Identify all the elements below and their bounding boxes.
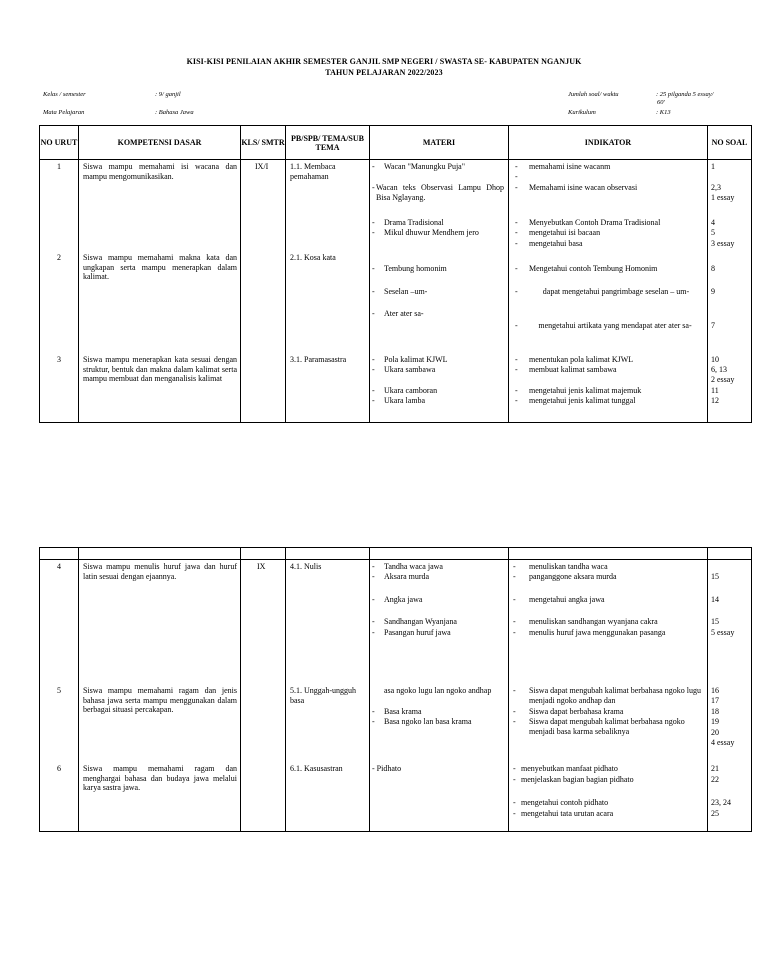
kurikulum-label: Kurikulum	[568, 109, 596, 116]
indikator: Siswa dapat mengubah kalimat berbahasa ngoko menjadi basa karma sebaliknya	[529, 717, 685, 736]
materi: Pasangan huruf jawa	[384, 628, 451, 637]
materi: Drama Tradisional	[384, 218, 444, 227]
indikator: mengetahui jenis kalimat majemuk	[529, 386, 642, 395]
header-no-soal: NO SOAL	[708, 126, 752, 160]
kompetensi-dasar: Siswa mampu menulis huruf jawa dan huruf latin sesuai dengan ejaannya.	[83, 562, 237, 581]
no-soal: 1	[711, 162, 715, 171]
jumlah-label: Jumlah soal/ waktu	[568, 91, 619, 98]
indikator: mengetahui isi bacaan	[529, 228, 601, 237]
table-row: 4 5 6 Siswa mampu menulis huruf jawa dan huruf latin sesuai dengan ejaannya. Siswa mampu memahami ragam dan jenis bahasa jawa serta mampu menggunakan dalam berbagai situasi percakapan. Siswa mampu memahami ragam dan menghargai bahasa dan budaya jawa melalui karya sastra jawa. IX 4.1. Nulis 5.1. Unggah-ungguh basa 6.1. Kasusastran - Tandha waca jawa - Aksara murda - Angka jawa - Sandhangan Wyanjana - Pasangan huruf jawa asa ngoko lugu lan ngoko andhap - Basa krama - Basa ngoko lan basa krama - Pidhato - menuliskan tandha waca - panganggone aksara murda - mengetahui angka jawa - menuliskan sandhangan wyanjana cakra - menulis huruf jawa menggunakan pasanga - Siswa dapat mengubah kalimat berbahasa ngoko lugu menjadi ngoko andhap dan - Siswa dapat berbahasa krama - Siswa dapat mengubah kalimat berbahasa ngoko menjadi basa karma sebaliknya - menyebutkan manfaat pidhato - menjelaskan bagian bagian pidhato - mengetahui contoh pidhato - mengetahui tata urutan acara 15 14 15 5 essay 16 17 18 19 20 4 essay 21 22 23, 24 25	[40, 560, 752, 832]
jumlah-value: : 25 pilganda 5 essay/	[656, 91, 714, 98]
materi: asa ngoko lugu lan ngoko andhap	[384, 686, 492, 695]
kurikulum-value: : K13	[656, 109, 671, 116]
mapel-value: : Bahasa Jawa	[155, 109, 194, 116]
header-kls-smtr: KLS/ SMTR	[241, 126, 286, 160]
no-soal: 2,3	[711, 183, 721, 192]
materi: Angka jawa	[384, 595, 423, 604]
no-soal: 4	[711, 218, 715, 227]
materi: Seselan –um-	[384, 287, 428, 296]
row-number: 6	[57, 764, 61, 773]
no-soal: 6, 13	[711, 365, 727, 374]
kls-smtr: IX	[257, 562, 266, 571]
materi: Basa krama	[384, 707, 422, 716]
no-soal: 3 essay	[711, 239, 735, 248]
no-soal: 8	[711, 264, 715, 273]
no-soal: 5	[711, 228, 715, 237]
no-soal: 15	[711, 572, 719, 581]
header-materi: MATERI	[370, 126, 509, 160]
kelas-value: : 9/ ganjil	[155, 91, 181, 98]
materi: Tandha waca jawa	[384, 562, 443, 571]
no-soal: 21	[711, 764, 719, 773]
indikator: mengetahui angka jawa	[529, 595, 605, 604]
pb-tema: 5.1. Unggah-ungguh basa	[290, 686, 356, 705]
indikator: Siswa dapat mengubah kalimat berbahasa ngoko lugu menjadi ngoko andhap dan	[529, 686, 701, 705]
header-no-urut: NO URUT	[40, 126, 79, 160]
kompetensi-dasar: Siswa mampu memahami ragam dan menghargai bahasa dan budaya jawa melalui karya sastra jawa.	[83, 764, 237, 792]
indikator: memahami isine wacanm	[529, 162, 611, 171]
row-number: 4	[57, 562, 61, 571]
materi: Basa ngoko lan basa krama	[384, 717, 472, 726]
header-kompetensi-dasar: KOMPETENSI DASAR	[79, 126, 241, 160]
no-soal: 15	[711, 617, 719, 626]
table-header-row	[40, 126, 752, 160]
no-soal: 20	[711, 728, 719, 737]
row-number: 5	[57, 686, 61, 695]
materi: Ukara sambawa	[384, 365, 436, 374]
indikator: Menyebutkan Contoh Drama Tradisional	[529, 218, 661, 227]
no-soal: 1 essay	[711, 193, 735, 202]
pb-tema: 2.1. Kosa kata	[290, 253, 336, 262]
indikator: menuliskan sandhangan wyanjana cakra	[529, 617, 658, 626]
no-soal: 14	[711, 595, 719, 604]
row-number: 2	[57, 253, 61, 262]
kisi-table-1	[39, 125, 752, 423]
no-soal: 16	[711, 686, 719, 695]
no-soal: 18	[711, 707, 719, 716]
indikator: mengetahui tata urutan acara	[521, 809, 614, 818]
no-soal: 10	[711, 355, 719, 364]
indikator: mengetahui jenis kalimat tunggal	[529, 396, 636, 405]
no-soal: 5 essay	[711, 628, 735, 637]
indikator: dapat mengetahui pangrimbage seselan – um-	[542, 287, 690, 296]
table-header-row	[40, 548, 752, 560]
kisi-table-2	[39, 547, 752, 832]
indikator: menulis huruf jawa menggunakan pasanga	[529, 628, 666, 637]
header-pb-tema: PB/SPB/ TEMA/SUB TEMA	[286, 126, 370, 160]
pb-tema: 4.1. Nulis	[290, 562, 322, 571]
kompetensi-dasar: Siswa mampu memahami isi wacana dan mampu mengomunikasikan.	[83, 162, 237, 181]
no-soal: 25	[711, 809, 719, 818]
document-subtitle: TAHUN PELAJARAN 2022/2023	[325, 68, 443, 77]
header-indikator: INDIKATOR	[509, 126, 708, 160]
materi: Ukara camboran	[384, 386, 438, 395]
materi: Sandhangan Wyanjana	[384, 617, 457, 626]
materi: Wacan "Manungku Puja"	[384, 162, 465, 171]
document-title: KISI-KISI PENILAIAN AKHIR SEMESTER GANJIL SMP NEGERI / SWASTA SE- KABUPATEN NGANJUK	[186, 57, 582, 66]
materi: Aksara murda	[384, 572, 430, 581]
indikator: Siswa dapat berbahasa krama	[529, 707, 624, 716]
materi: - Pidhato	[372, 764, 402, 773]
no-soal: 7	[711, 321, 715, 330]
pb-tema: 6.1. Kasusastran	[290, 764, 343, 773]
no-soal: 11	[711, 386, 719, 395]
materi: Mikul dhuwur Mendhem jero	[384, 228, 479, 237]
indikator: menjelaskan bagian bagian pidhato	[521, 775, 634, 784]
indikator: mengetahui basa	[529, 239, 583, 248]
row-number: 3	[57, 355, 61, 364]
indikator: Memahami isine wacan observasi	[529, 183, 638, 192]
no-soal: 19	[711, 717, 719, 726]
materi: Tembung homonim	[384, 264, 447, 273]
materi: Ukara lamba	[384, 396, 426, 405]
no-soal: 9	[711, 287, 715, 296]
indikator: menentukan pola kalimat KJWL	[529, 355, 634, 364]
table-row: 1 2 3 Siswa mampu memahami isi wacana dan mampu mengomunikasikan. Siswa mampu memahami makna kata dan ungkapan serta mampu menerapkan dalam kalimat. Siswa mampu menerapkan kata sesuai dengan struktur, bentuk dan makna dalam kalimat serta mampu membuat dan menganalisis kalimat IX/I 1.1. Membaca pemahaman 2.1. Kosa kata 3.1. Paramasastra - Wacan "Manungku Puja" - Wacan teks Observasi Lampu Dhop Bisa Nglayang. - Drama Tradisional - Mikul dhuwur Mendhem jero - Tembung homonim - Seselan –um- - Ater ater sa- - Pola kalimat KJWL - Ukara sambawa - Ukara camboran - Ukara lamba - memahami isine wacanm - - Memahami isine wacan observasi - Menyebutkan Contoh Drama Tradisional - mengetahui isi bacaan - mengetahui basa - Mengetahui contoh Tembung Homonim - dapat mengetahui pangrimbage seselan – um- - mengetahui artikata yang mendapat ater ater sa- - menentukan pola kalimat KJWL - membuat kalimat sambawa - mengetahui jenis kalimat majemuk - mengetahui jenis kalimat tunggal 1 2,3 1 essay 4 5 3 essay 8 9 7 10 6, 13 2 essay 11 12	[40, 160, 752, 423]
indikator: mengetahui contoh pidhato	[521, 798, 609, 807]
materi: Pola kalimat KJWL	[384, 355, 448, 364]
row-number: 1	[57, 162, 61, 171]
indikator: panganggone aksara murda	[529, 572, 617, 581]
waktu-value: 60'	[657, 99, 665, 106]
mapel-label: Mata Pelajaran	[43, 109, 85, 116]
indikator: menyebutkan manfaat pidhato	[521, 764, 618, 773]
pb-tema: 1.1. Membaca pemahaman	[290, 162, 336, 181]
no-soal: 12	[711, 396, 719, 405]
kls-smtr: IX/I	[255, 162, 269, 171]
no-soal: 17	[711, 696, 719, 705]
no-soal: 2 essay	[711, 375, 735, 384]
materi: Ater ater sa-	[384, 309, 424, 318]
kompetensi-dasar: Siswa mampu memahami ragam dan jenis bahasa jawa serta mampu menggunakan dalam berbagai situasi percakapan.	[83, 686, 237, 714]
indikator: Mengetahui contoh Tembung Homonim	[529, 264, 658, 273]
pb-tema: 3.1. Paramasastra	[290, 355, 347, 364]
kelas-label: Kelas / semester	[43, 91, 86, 98]
kompetensi-dasar: Siswa mampu menerapkan kata sesuai dengan struktur, bentuk dan makna dalam kalimat serta mampu membuat dan menganalisis kalimat	[83, 355, 237, 383]
kompetensi-dasar: Siswa mampu memahami makna kata dan ungkapan serta mampu menerapkan dalam kalimat.	[83, 253, 237, 281]
materi: Wacan teks Observasi Lampu Dhop Bisa Nglayang.	[376, 183, 504, 202]
indikator: menuliskan tandha waca	[529, 562, 608, 571]
no-soal: 4 essay	[711, 738, 735, 747]
no-soal: 23, 24	[711, 798, 731, 807]
no-soal: 22	[711, 775, 719, 784]
indikator: mengetahui artikata yang mendapat ater ater sa-	[538, 321, 692, 330]
indikator: membuat kalimat sambawa	[529, 365, 617, 374]
